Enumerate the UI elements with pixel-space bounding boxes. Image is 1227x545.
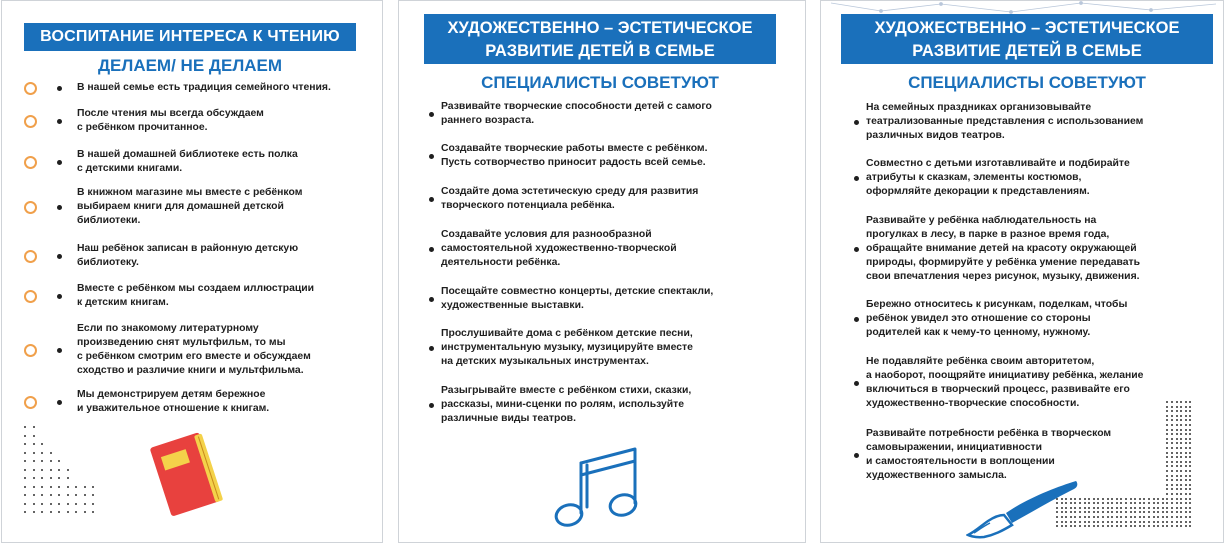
checkbox-circle-icon[interactable] (24, 344, 37, 357)
music-note-icon (547, 441, 647, 536)
list-item: Бережно относитесь к рисункам, поделкам, чтобы ребёнок увидел это отношение со стороны родителей как к чему-то ценному, нужному. (866, 299, 1128, 338)
panel-title: ВОСПИТАНИЕ ИНТЕРЕСА К ЧТЕНИЮ (24, 23, 356, 51)
checkbox-circle-icon[interactable] (24, 82, 37, 95)
panel-title (424, 14, 776, 64)
paintbrush-icon (966, 479, 1081, 539)
network-lines-decoration (821, 1, 1224, 15)
panel-title-line1: ХУДОЖЕСТВЕННО – ЭСТЕТИЧЕСКОЕ (447, 19, 753, 37)
bullet-dot (429, 247, 434, 252)
list-item: Мы демонстрируем детям бережное и уважительное отношение к книгам. (77, 389, 270, 414)
list-item: Создавайте творческие работы вместе с ребёнком. Пусть сотворчество приносит радость всей семье. (441, 143, 708, 168)
list-item: В нашей домашней библиотеке есть полка с детскими книгами. (77, 149, 298, 174)
list-item: Развивайте творческие способности детей с самого раннего возраста. (441, 101, 712, 126)
bullet-dot (57, 348, 62, 353)
bullet-dot (429, 112, 434, 117)
panel-title (841, 14, 1213, 64)
checkbox-circle-icon[interactable] (24, 201, 37, 214)
panel-subtitle: ДЕЛАЕМ/ НЕ ДЕЛАЕМ (97, 56, 283, 75)
list-item: Наш ребёнок записан в районную детскую библиотеку. (77, 243, 299, 268)
checkbox-circle-icon[interactable] (24, 156, 37, 169)
dot-grid-decoration (24, 426, 104, 526)
bullet-dot (429, 197, 434, 202)
checkbox-circle-icon[interactable] (24, 290, 37, 303)
bullet-dot (854, 247, 859, 252)
bullet-dot (854, 381, 859, 386)
bullet-dot (429, 346, 434, 351)
bullet-dot (429, 297, 434, 302)
panel-title-line2: РАЗВИТИЕ ДЕТЕЙ В СЕМЬЕ (485, 42, 715, 60)
bullet-dot (854, 176, 859, 181)
list-item: В нашей семье есть традиция семейного чтения. (77, 82, 331, 93)
bullet-dot (854, 120, 859, 125)
leaflet-aesthetic-advice-2 (820, 0, 1224, 543)
list-item: Развивайте потребности ребёнка в творческом самовыражении, инициативности и самостоятельности в воплощении художественного замысла. (866, 428, 1112, 481)
list-item: Прослушивайте дома с ребёнком детские песни, инструментальную музыку, музицируйте вместе на детских музыкальных инструментах. (441, 328, 693, 367)
bullet-dot (429, 403, 434, 408)
list-item: Разыгрывайте вместе с ребёнком стихи, сказки, рассказы, мини-сценки по ролям, используйте различные виды театров. (441, 385, 692, 424)
list-item: После чтения мы всегда обсуждаем с ребёнком прочитанное. (77, 108, 264, 133)
bullet-dot (429, 154, 434, 159)
bullet-dot (57, 86, 62, 91)
list-item: Вместе с ребёнком мы создаем иллюстрации к детским книгам. (77, 283, 315, 308)
panel-subtitle: СПЕЦИАЛИСТЫ СОВЕТУЮТ (908, 73, 1146, 92)
list-item: Создавайте условия для разнообразной самостоятельной художественно-творческой деятельности ребёнка. (441, 229, 677, 268)
bullet-dot (57, 294, 62, 299)
list-item: В книжном магазине мы вместе с ребёнком выбираем книги для домашней детской библиотеки. (77, 187, 303, 226)
book-icon (142, 426, 232, 526)
bullet-dot (854, 317, 859, 322)
checkbox-circle-icon[interactable] (24, 115, 37, 128)
bullet-dot (57, 400, 62, 405)
list-item: На семейных праздниках организовывайте театрализованные представления с использованием различных видов театров. (866, 102, 1144, 141)
panel-title-line1: ХУДОЖЕСТВЕННО – ЭСТЕТИЧЕСКОЕ (874, 19, 1180, 37)
list-item: Не подавляйте ребёнка своим авторитетом, а наоборот, поощряйте инициативу ребёнка, желание включиться в творческий процесс, развивайте его художественно-творческие способности. (866, 356, 1144, 409)
checkbox-circle-icon[interactable] (24, 396, 37, 409)
list-item: Развивайте у ребёнка наблюдательность на прогулках в лесу, в парке в разное время года, обращайте внимание детей на красоту окружающей природы, формируйте у ребёнка умение передавать свои впечатления через рисунок, музыку, движения. (866, 215, 1141, 282)
leaflet-aesthetic-advice-1 (398, 0, 806, 543)
list-item: Создайте дома эстетическую среду для развития творческого потенциала ребёнка. (441, 186, 699, 211)
leaflet-reading-interest (1, 0, 383, 543)
bullet-dot (57, 160, 62, 165)
list-item: Если по знакомому литературному произведению снят мультфильм, то мы с ребёнком смотрим его вместе и обсуждаем сходство и различие книги и мультфильма. (77, 323, 311, 376)
list-item: Совместно с детьми изготавливайте и подбирайте атрибуты к сказкам, элементы костюмов, оформляйте декорации к представлениям. (866, 158, 1130, 197)
list-item: Посещайте совместно концерты, детские спектакли, художественные выставки. (441, 286, 714, 311)
panel-subtitle: СПЕЦИАЛИСТЫ СОВЕТУЮТ (481, 73, 719, 92)
bullet-dot (57, 205, 62, 210)
bullet-dot (57, 254, 62, 259)
bullet-dot (57, 119, 62, 124)
bullet-dot (854, 453, 859, 458)
checkbox-circle-icon[interactable] (24, 250, 37, 263)
panel-title-line2: РАЗВИТИЕ ДЕТЕЙ В СЕМЬЕ (912, 42, 1142, 60)
